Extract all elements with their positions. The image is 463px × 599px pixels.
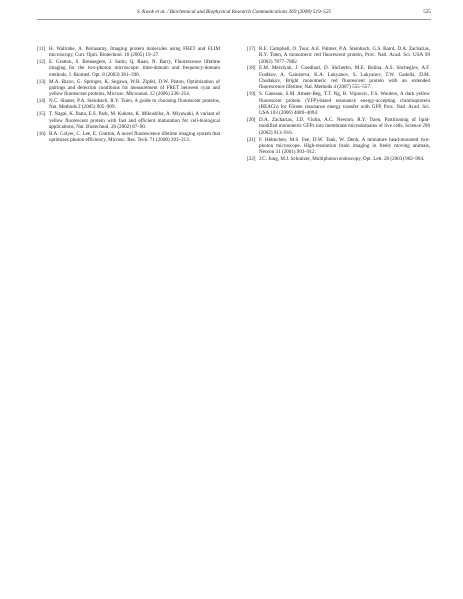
references-left-column (37, 46, 220, 144)
reference-number: [21] (247, 136, 256, 143)
reference-number: [16] (37, 130, 46, 137)
reference-number: [17] (247, 46, 256, 52)
reference-number: [12] (37, 59, 46, 66)
reference-text: F. Helmchen, M.S. Fee, D.W. Tank, W. Denk, A miniature head-mounted two-photon microscope. High-resolution brain imaging in freely moving animals, Neuron 31 (2001) 903–912. (259, 136, 430, 156)
reference-item (247, 137, 430, 156)
reference-number: [18] (247, 65, 256, 72)
reference-text: J.C. Jung, M.J. Schnitzer, Multiphoton endoscopy, Opt. Lett. 28 (2003) 902–904. (259, 156, 425, 163)
reference-number: [19] (247, 91, 256, 98)
reference-text: M.A. Rizzo, G. Springer, K. Segawa, W.R. Zipfel, D.W. Piston, Optimization of pairings and detection conditions for measurement of FRET between cyan and yellow fluorescent proteins, Microsc. Microanal. 12 (2006) 238–254. (49, 78, 220, 98)
reference-number: [20] (247, 117, 256, 124)
reference-item (247, 117, 430, 136)
reference-number: [15] (37, 111, 46, 118)
journal-citation: S. Kwok et al. / Biochemical and Biophysical Research Communications 369 (2008) 519–525 (136, 9, 332, 15)
reference-item (247, 91, 430, 116)
reference-item (37, 111, 220, 130)
running-header (37, 7, 431, 17)
reference-item (247, 46, 430, 65)
reference-item (37, 79, 220, 98)
reference-number: [14] (37, 98, 46, 105)
page-number: 525 (423, 9, 431, 15)
reference-item (37, 98, 220, 111)
reference-number: [22] (247, 156, 256, 163)
reference-item (37, 131, 220, 144)
reference-text: E. Gratton, S. Breusegem, J. Sutin, Q. Ruan, N. Barry, Fluorescence lifetime imaging for the two-photon microscope: time-domain and frequency-domain methods, J. Biomed. Opt. 8 (2003) 381–390. (49, 59, 220, 78)
reference-text: R.E. Campbell, O. Tour, A.E. Palmer, P.A. Steinbach, G.S. Baird, D.A. Zacharias, R.Y. Tsien, A monomeric red fluorescent protein, Proc. Natl. Acad. Sci. USA 99 (2002) 7877–7882. (259, 46, 430, 65)
reference-item (37, 46, 220, 59)
reference-number: [11] (37, 46, 46, 52)
reference-text: S. Ganesan, S.M. Ameer-Beg, T.T. Ng, B. Vojnovic, F.S. Wouters, A dark yellow fluorescent protein (YFP)-based resonance energy-accepting chromoprotein (REACh) for Förster resonance energy transfer with GFP, Proc. Natl. Acad. Sci. USA 103 (2006) 4089–4094. (259, 91, 430, 117)
reference-text: H. Wallrabe, A. Periasamy, Imaging protein molecules using FRET and FLIM microscopy, Curr. Opin. Biotechnol. 16 (2005) 19–27. (49, 46, 220, 59)
reference-text: N.C. Shaner, P.A. Steinbach, R.Y. Tsien, A guide to choosing fluorescent proteins, Nat. Methods 2 (2005) 905–909. (49, 98, 220, 111)
reference-number: [13] (37, 78, 46, 85)
references-right-column (247, 46, 430, 163)
reference-item (247, 156, 430, 162)
reference-text: D.A. Zacharias, J.D. Violin, A.C. Newton, R.Y. Tsien, Partitioning of lipid-modified monomeric GFPs into membrane microdomains of live cells, Science 296 (2002) 913–916. (259, 117, 430, 136)
reference-text: E.M. Merzlyak, J. Goedhart, D. Shcherbo, M.E. Bulina, A.S. Shcheglov, A.F. Fradkov, A. Gaintzeva, K.A. Lukyanov, S. Lukyanov, T.W. Gadella, D.M. Chudakov, Bright monomeric red fluorescent protein with an extended fluorescence lifetime, Nat. Methods 4 (2007) 555–557. (259, 65, 430, 91)
reference-text: R.A. Colyer, C. Lee, E. Gratton, A novel fluorescence lifetime imaging system that optimizes photon efficiency, Microsc. Res. Tech. 71 (2008) 201–213. (49, 130, 220, 144)
reference-item (247, 65, 430, 90)
header-divider (37, 19, 431, 20)
reference-text: T. Nagai, K. Ibata, E.S. Park, M. Kubota, K. Mikoshiba, A. Miyawaki, A variant of yellow fluorescent protein with fast and efficient maturation for cell-biological applications, Nat. Biotechnol. 20 (2002) 87–90. (49, 111, 220, 130)
reference-item (37, 59, 220, 78)
